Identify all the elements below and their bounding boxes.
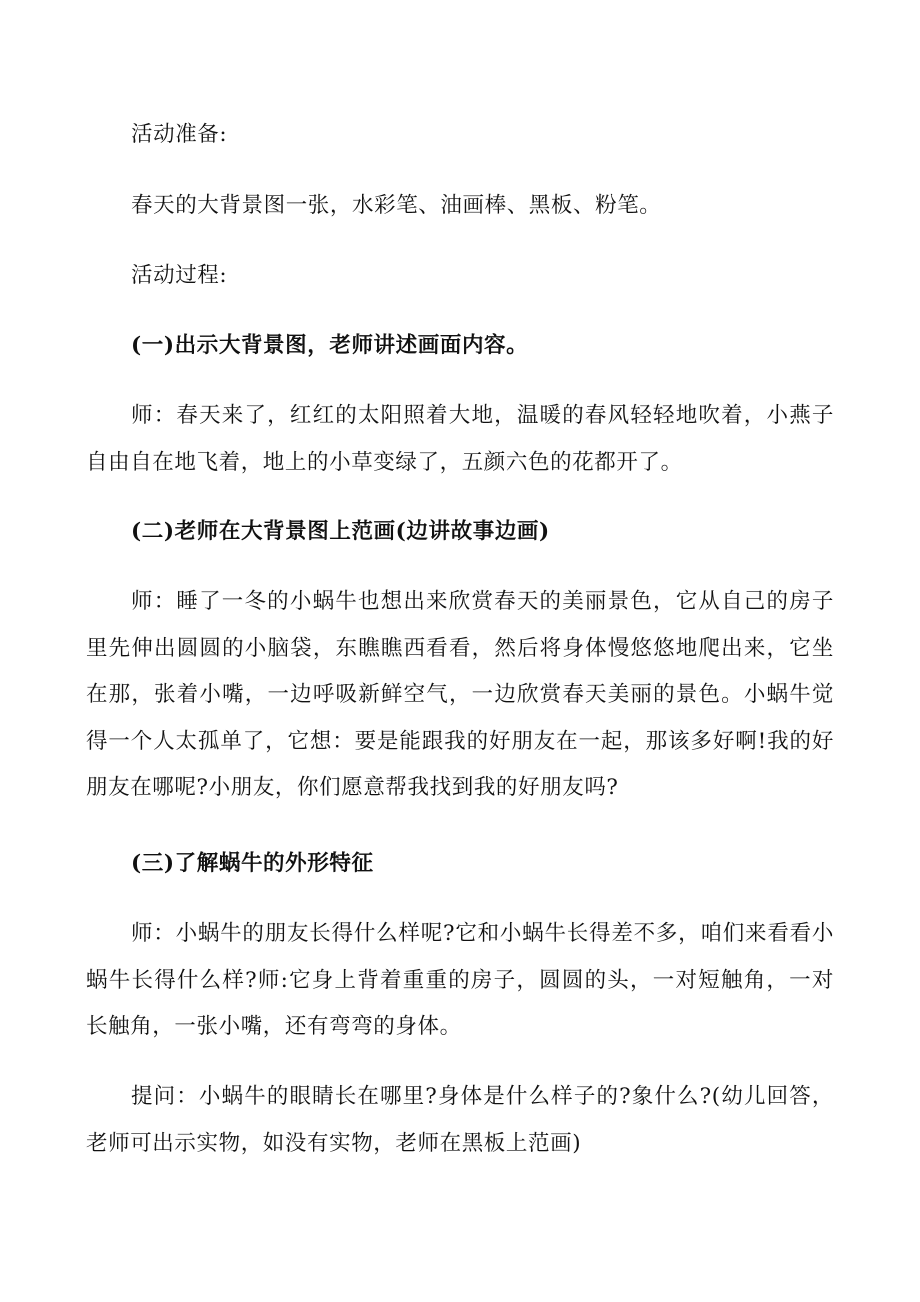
prep-content: 春天的大背景图一张，水彩笔、油画棒、黑板、粉笔。 xyxy=(131,193,662,218)
question-paragraph: 提问：小蜗牛的眼睛长在哪里?身体是什么样子的?象什么?(幼儿回答，老师可出示实物，如没有实物，老师在黑板上范画) xyxy=(86,1084,834,1156)
step1-content: 师：春天来了，红红的太阳照着大地，温暖的春风轻轻地吹着，小燕子自由自在地飞着，地上的小草变绿了，五颜六色的花都开了。 xyxy=(86,403,834,475)
step3-content: 师：小蜗牛的朋友长得什么样呢?它和小蜗牛长得差不多，咱们来看看小蜗牛长得什么样?师:它身上背着重重的房子，圆圆的头，一对短触角，一对长触角，一张小嘴，还有弯弯的身体。 xyxy=(86,921,834,1039)
step2-content: 师：睡了一冬的小蜗牛也想出来欣赏春天的美丽景色，它从自己的房子里先伸出圆圆的小脑袋，东瞧瞧西看看，然后将身体慢悠悠地爬出来，它坐在那，张着小嘴，一边呼吸新鲜空气，一边欣赏春天美丽的景色。小蜗牛觉得一个人太孤单了，它想：要是能跟我的好朋友在一起，那该多好啊!我的好朋友在哪呢?小朋友，你们愿意帮我找到我的好朋友吗? xyxy=(86,589,834,800)
process-label: 活动过程: xyxy=(131,263,228,288)
prep-label: 活动准备: xyxy=(131,122,228,147)
step1-heading: (一)出示大背景图，老师讲述画面内容。 xyxy=(131,333,529,358)
step2-heading: (二)老师在大背景图上范画(边讲故事边画) xyxy=(131,519,550,544)
step3-heading: (三)了解蜗牛的外形特征 xyxy=(131,851,374,876)
